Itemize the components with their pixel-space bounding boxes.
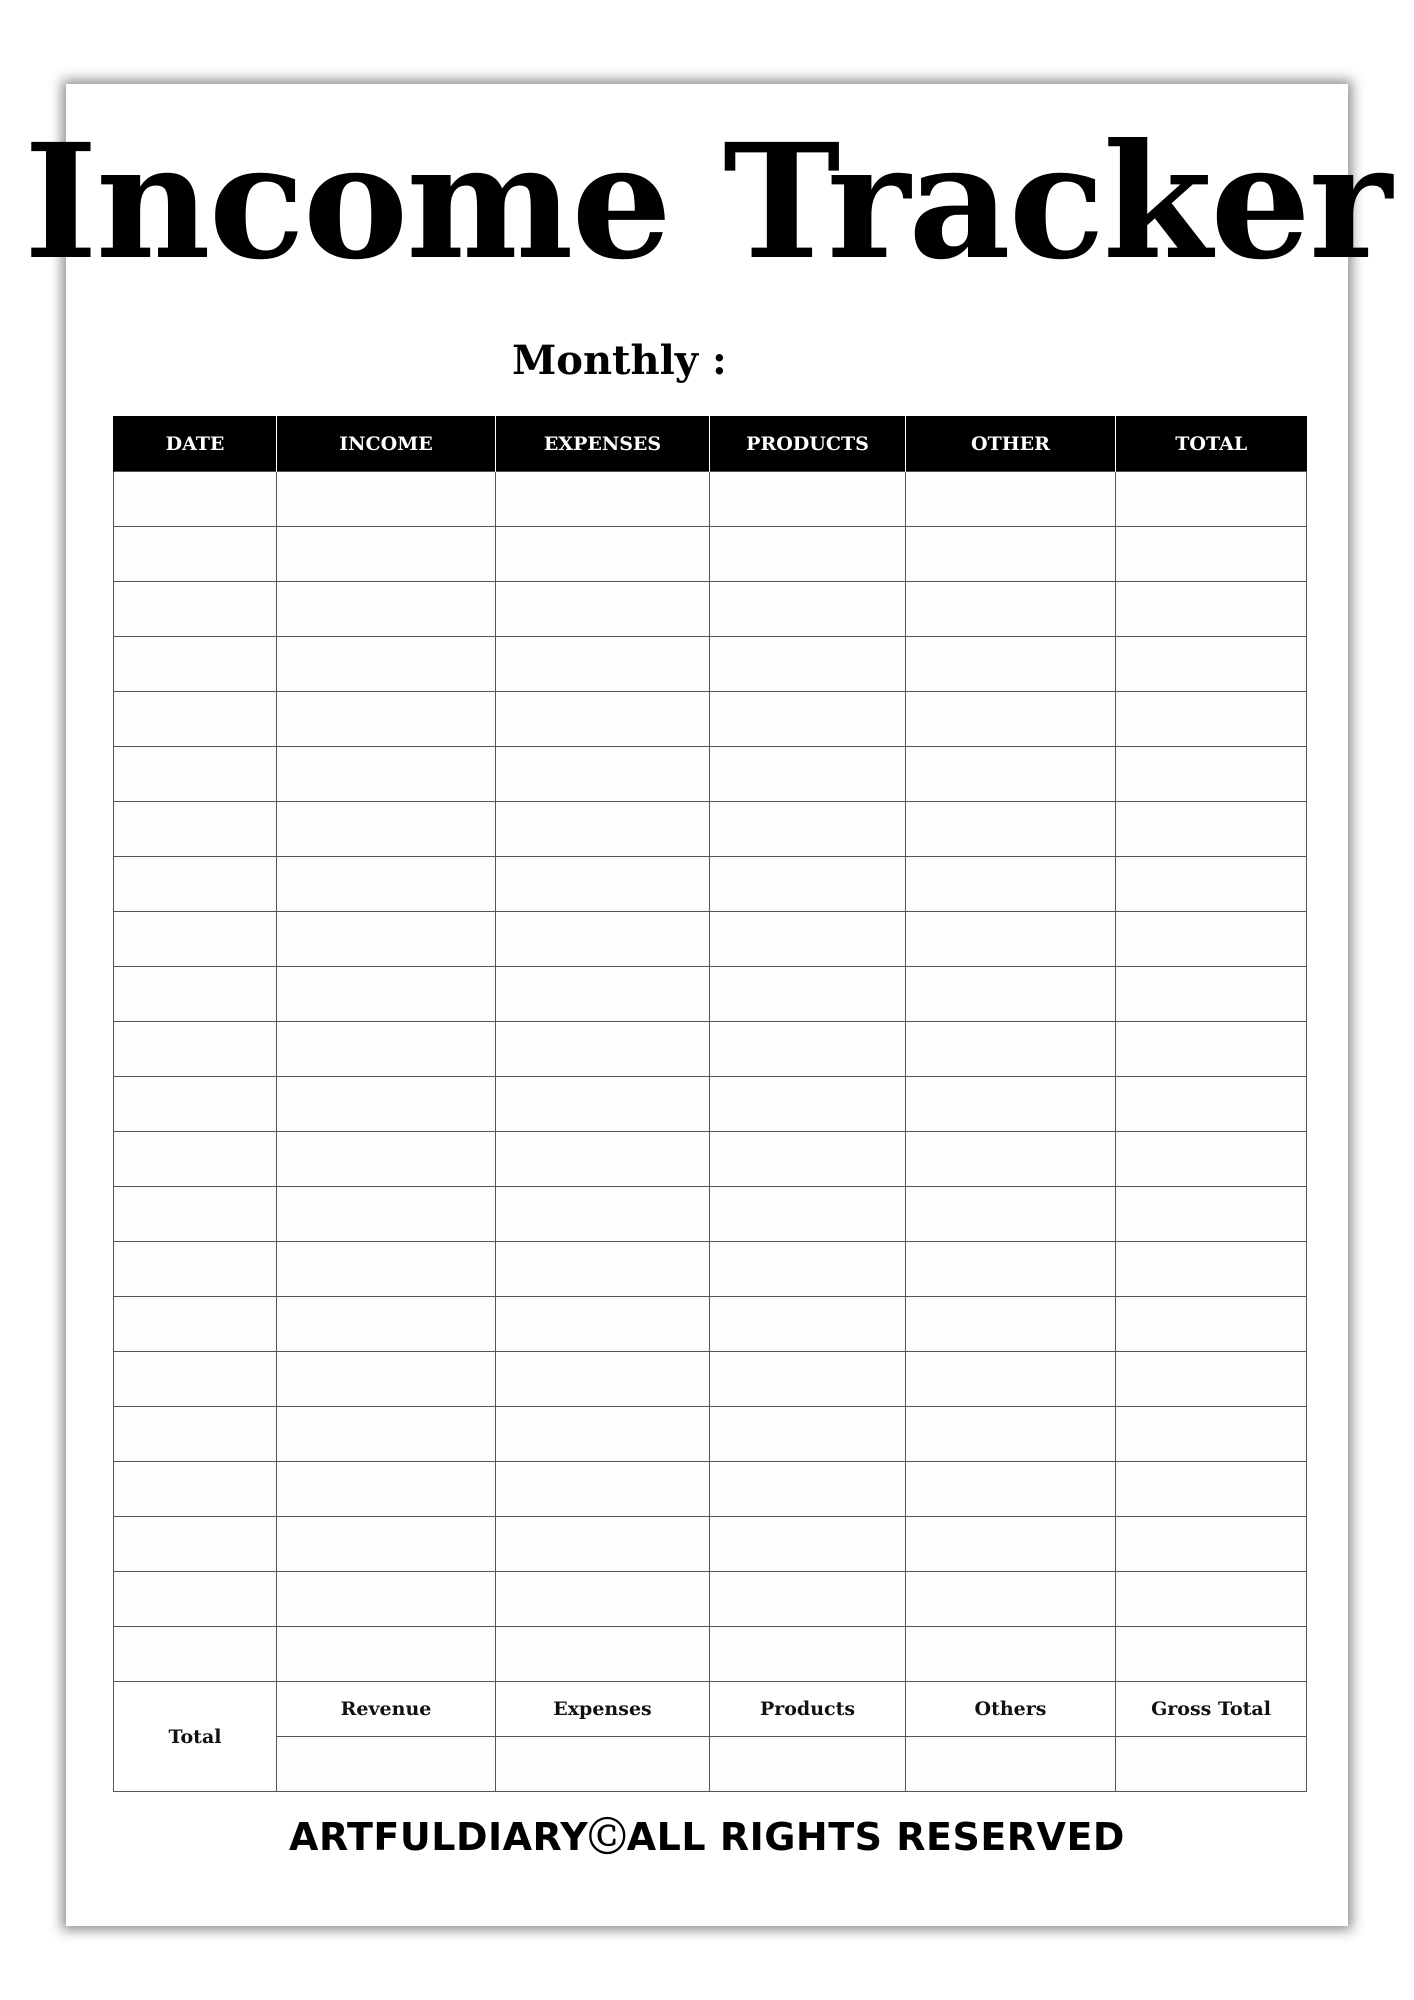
cell-products[interactable] <box>710 1187 906 1242</box>
cell-other[interactable] <box>906 1407 1116 1462</box>
summary-header-expenses: Expenses <box>496 1682 710 1737</box>
table-row <box>114 1407 1307 1462</box>
cell-income[interactable] <box>277 967 496 1022</box>
page-title: Income Tracker <box>23 110 1391 295</box>
cell-products[interactable] <box>710 1132 906 1187</box>
cell-products[interactable] <box>710 1572 906 1627</box>
cell-products[interactable] <box>710 582 906 637</box>
cell-date[interactable] <box>114 1077 277 1132</box>
table-row <box>114 637 1307 692</box>
cell-date[interactable] <box>114 857 277 912</box>
cell-products[interactable] <box>710 637 906 692</box>
cell-income[interactable] <box>277 1242 496 1297</box>
cell-products[interactable] <box>710 692 906 747</box>
cell-date[interactable] <box>114 1132 277 1187</box>
summary-header-others: Others <box>906 1682 1116 1737</box>
cell-total[interactable] <box>1116 912 1307 967</box>
cell-expenses[interactable] <box>496 1187 710 1242</box>
cell-products[interactable] <box>710 1517 906 1572</box>
cell-date[interactable] <box>114 967 277 1022</box>
cell-date[interactable] <box>114 802 277 857</box>
cell-products[interactable] <box>710 1022 906 1077</box>
table-row <box>114 1242 1307 1297</box>
cell-expenses[interactable] <box>496 802 710 857</box>
cell-other[interactable] <box>906 1132 1116 1187</box>
cell-date[interactable] <box>114 1572 277 1627</box>
table-row <box>114 1352 1307 1407</box>
summary-header-revenue: Revenue <box>277 1682 496 1737</box>
cell-other[interactable] <box>906 1517 1116 1572</box>
cell-products[interactable] <box>710 1352 906 1407</box>
table-row <box>114 912 1307 967</box>
cell-other[interactable] <box>906 637 1116 692</box>
table-row <box>114 1627 1307 1682</box>
summary-total-label: Total <box>114 1682 277 1792</box>
cell-total[interactable] <box>1116 1352 1307 1407</box>
table-row <box>114 802 1307 857</box>
cell-income[interactable] <box>277 1297 496 1352</box>
cell-products[interactable] <box>710 802 906 857</box>
column-header-income: INCOME <box>277 416 496 472</box>
cell-total[interactable] <box>1116 1022 1307 1077</box>
cell-expenses[interactable] <box>496 1352 710 1407</box>
cell-total[interactable] <box>1116 527 1307 582</box>
cell-products[interactable] <box>710 527 906 582</box>
table-row <box>114 582 1307 637</box>
cell-other[interactable] <box>906 912 1116 967</box>
table-row <box>114 1462 1307 1517</box>
cell-products[interactable] <box>710 912 906 967</box>
copyright-footer: ARTFULDIARYⒸALL RIGHTS RESERVED <box>289 1815 1125 1859</box>
cell-expenses[interactable] <box>496 527 710 582</box>
cell-total[interactable] <box>1116 802 1307 857</box>
table-row <box>114 1517 1307 1572</box>
monthly-label: Monthly : <box>512 337 727 384</box>
cell-expenses[interactable] <box>496 692 710 747</box>
cell-income[interactable] <box>277 1572 496 1627</box>
column-header-date: DATE <box>114 416 277 472</box>
cell-products[interactable] <box>710 747 906 802</box>
cell-income[interactable] <box>277 912 496 967</box>
cell-total[interactable] <box>1116 1572 1307 1627</box>
cell-expenses[interactable] <box>496 472 710 527</box>
cell-other[interactable] <box>906 472 1116 527</box>
table-row <box>114 1187 1307 1242</box>
cell-total[interactable] <box>1116 857 1307 912</box>
cell-date[interactable] <box>114 1407 277 1462</box>
cell-income[interactable] <box>277 1352 496 1407</box>
cell-other[interactable] <box>906 1077 1116 1132</box>
cell-expenses[interactable] <box>496 1077 710 1132</box>
cell-other[interactable] <box>906 802 1116 857</box>
table-row <box>114 472 1307 527</box>
cell-income[interactable] <box>277 1627 496 1682</box>
cell-expenses[interactable] <box>496 582 710 637</box>
cell-expenses[interactable] <box>496 1407 710 1462</box>
cell-date[interactable] <box>114 747 277 802</box>
table-row <box>114 747 1307 802</box>
cell-total[interactable] <box>1116 1187 1307 1242</box>
cell-date[interactable] <box>114 1517 277 1572</box>
table-row <box>114 1297 1307 1352</box>
cell-income[interactable] <box>277 1022 496 1077</box>
cell-date[interactable] <box>114 582 277 637</box>
cell-products[interactable] <box>710 1407 906 1462</box>
cell-total[interactable] <box>1116 1242 1307 1297</box>
cell-other[interactable] <box>906 967 1116 1022</box>
cell-income[interactable] <box>277 692 496 747</box>
summary-value-expenses[interactable] <box>496 1737 710 1792</box>
table-body <box>114 472 1307 1682</box>
table-row <box>114 1132 1307 1187</box>
table-row <box>114 692 1307 747</box>
cell-total[interactable] <box>1116 1407 1307 1462</box>
cell-expenses[interactable] <box>496 1462 710 1517</box>
cell-other[interactable] <box>906 527 1116 582</box>
cell-income[interactable] <box>277 527 496 582</box>
cell-total[interactable] <box>1116 582 1307 637</box>
summary-value-others[interactable] <box>906 1737 1116 1792</box>
cell-income[interactable] <box>277 857 496 912</box>
cell-date[interactable] <box>114 912 277 967</box>
cell-expenses[interactable] <box>496 1572 710 1627</box>
cell-total[interactable] <box>1116 1462 1307 1517</box>
cell-other[interactable] <box>906 747 1116 802</box>
table-row <box>114 1077 1307 1132</box>
summary-header-products: Products <box>710 1682 906 1737</box>
cell-products[interactable] <box>710 857 906 912</box>
cell-income[interactable] <box>277 1517 496 1572</box>
cell-other[interactable] <box>906 1462 1116 1517</box>
cell-other[interactable] <box>906 1022 1116 1077</box>
cell-total[interactable] <box>1116 967 1307 1022</box>
cell-other[interactable] <box>906 1242 1116 1297</box>
column-header-total: TOTAL <box>1116 416 1307 472</box>
cell-expenses[interactable] <box>496 747 710 802</box>
summary-value-gross-total[interactable] <box>1116 1737 1307 1792</box>
cell-total[interactable] <box>1116 1077 1307 1132</box>
cell-income[interactable] <box>277 1187 496 1242</box>
cell-products[interactable] <box>710 1077 906 1132</box>
summary-section <box>114 1682 1307 1792</box>
income-table <box>113 416 1307 1792</box>
table-row <box>114 1022 1307 1077</box>
table-row <box>114 857 1307 912</box>
cell-other[interactable] <box>906 857 1116 912</box>
cell-income[interactable] <box>277 1462 496 1517</box>
cell-date[interactable] <box>114 692 277 747</box>
cell-total[interactable] <box>1116 747 1307 802</box>
cell-expenses[interactable] <box>496 1132 710 1187</box>
cell-total[interactable] <box>1116 692 1307 747</box>
column-header-other: OTHER <box>906 416 1116 472</box>
cell-income[interactable] <box>277 472 496 527</box>
summary-value-products[interactable] <box>710 1737 906 1792</box>
summary-value-row <box>114 1737 1307 1792</box>
summary-header-row <box>114 1682 1307 1737</box>
table-row <box>114 527 1307 582</box>
cell-total[interactable] <box>1116 1132 1307 1187</box>
cell-other[interactable] <box>906 1572 1116 1627</box>
cell-income[interactable] <box>277 1077 496 1132</box>
cell-products[interactable] <box>710 1462 906 1517</box>
cell-total[interactable] <box>1116 1517 1307 1572</box>
cell-expenses[interactable] <box>496 857 710 912</box>
cell-date[interactable] <box>114 1297 277 1352</box>
cell-expenses[interactable] <box>496 637 710 692</box>
cell-date[interactable] <box>114 527 277 582</box>
cell-income[interactable] <box>277 1407 496 1462</box>
cell-products[interactable] <box>710 1242 906 1297</box>
cell-expenses[interactable] <box>496 1627 710 1682</box>
cell-products[interactable] <box>710 1297 906 1352</box>
cell-expenses[interactable] <box>496 1297 710 1352</box>
summary-value-revenue[interactable] <box>277 1737 496 1792</box>
cell-date[interactable] <box>114 1462 277 1517</box>
cell-expenses[interactable] <box>496 1242 710 1297</box>
cell-income[interactable] <box>277 1132 496 1187</box>
cell-total[interactable] <box>1116 1297 1307 1352</box>
cell-date[interactable] <box>114 1352 277 1407</box>
table-row <box>114 967 1307 1022</box>
cell-date[interactable] <box>114 1022 277 1077</box>
cell-expenses[interactable] <box>496 912 710 967</box>
summary-header-gross-total: Gross Total <box>1116 1682 1307 1737</box>
cell-total[interactable] <box>1116 1627 1307 1682</box>
cell-income[interactable] <box>277 747 496 802</box>
cell-income[interactable] <box>277 637 496 692</box>
cell-expenses[interactable] <box>496 1022 710 1077</box>
cell-other[interactable] <box>906 582 1116 637</box>
cell-date[interactable] <box>114 1627 277 1682</box>
cell-other[interactable] <box>906 1627 1116 1682</box>
cell-expenses[interactable] <box>496 967 710 1022</box>
cell-date[interactable] <box>114 637 277 692</box>
table-row <box>114 1572 1307 1627</box>
cell-other[interactable] <box>906 1187 1116 1242</box>
column-header-products: PRODUCTS <box>710 416 906 472</box>
cell-other[interactable] <box>906 692 1116 747</box>
cell-total[interactable] <box>1116 637 1307 692</box>
cell-products[interactable] <box>710 472 906 527</box>
cell-date[interactable] <box>114 472 277 527</box>
income-table-container <box>113 416 1306 1792</box>
cell-total[interactable] <box>1116 472 1307 527</box>
cell-other[interactable] <box>906 1297 1116 1352</box>
column-header-expenses: EXPENSES <box>496 416 710 472</box>
cell-income[interactable] <box>277 802 496 857</box>
cell-date[interactable] <box>114 1187 277 1242</box>
cell-income[interactable] <box>277 582 496 637</box>
cell-products[interactable] <box>710 967 906 1022</box>
cell-date[interactable] <box>114 1242 277 1297</box>
table-header-row <box>114 416 1307 472</box>
cell-expenses[interactable] <box>496 1517 710 1572</box>
cell-other[interactable] <box>906 1352 1116 1407</box>
cell-products[interactable] <box>710 1627 906 1682</box>
